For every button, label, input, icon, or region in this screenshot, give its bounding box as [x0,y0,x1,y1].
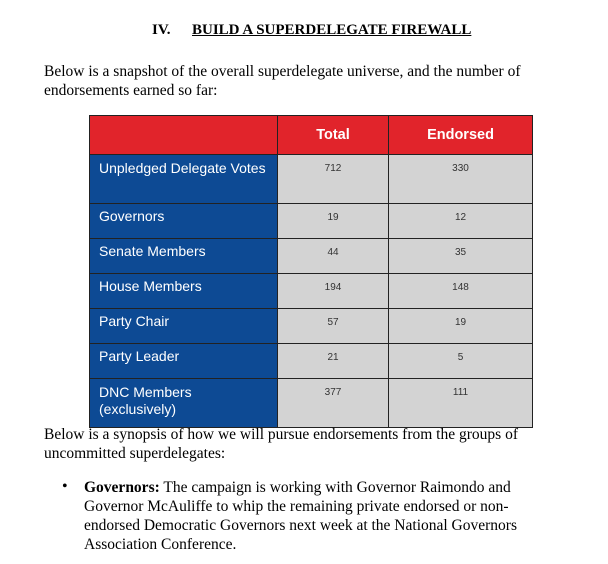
row-label: Party Chair [90,309,278,344]
bullet-term: Governors: [84,479,160,496]
row-label: Governors [90,204,278,239]
row-label: DNC Members (exclusively) [90,379,278,428]
table-row [90,344,533,379]
total-cell: 712 [278,155,389,204]
row-label: Unpledged Delegate Votes [90,155,278,204]
bullet-marker: • [62,478,68,495]
header-blank-cell [90,116,278,155]
header-total: Total [278,116,389,155]
table-row [90,274,533,309]
table-header-row [90,116,533,155]
total-cell: 57 [278,309,389,344]
endorsed-cell: 12 [389,204,533,239]
section-number: IV. [152,22,171,38]
total-cell: 194 [278,274,389,309]
superdelegate-table [89,115,533,428]
endorsed-cell: 148 [389,274,533,309]
synopsis-paragraph: Below is a synopsis of how we will pursue endorsements from the groups of uncommitted superdelegates: [44,426,518,462]
endorsed-cell: 19 [389,309,533,344]
table-row [90,379,533,428]
endorsed-cell: 5 [389,344,533,379]
table-row [90,155,533,204]
table-row [90,204,533,239]
header-endorsed: Endorsed [389,116,533,155]
table-row [90,239,533,274]
bullet-item-governors [84,478,554,554]
table-row [90,309,533,344]
endorsed-cell: 330 [389,155,533,204]
section-title: BUILD A SUPERDELEGATE FIREWALL [192,22,472,38]
total-cell: 21 [278,344,389,379]
bullet-body: The campaign is working with Governor Raimondo and Governor McAuliffe to whip the remaining private endorsed or non-endorsed Democratic Governors next week at the National Governors Association Conference. [84,479,517,553]
endorsed-cell: 111 [389,379,533,428]
row-label: Senate Members [90,239,278,274]
total-cell: 377 [278,379,389,428]
row-label: House Members [90,274,278,309]
row-label: Party Leader [90,344,278,379]
intro-paragraph: Below is a snapshot of the overall superdelegate universe, and the number of endorsements earned so far: [44,63,521,99]
endorsed-cell: 35 [389,239,533,274]
total-cell: 44 [278,239,389,274]
total-cell: 19 [278,204,389,239]
